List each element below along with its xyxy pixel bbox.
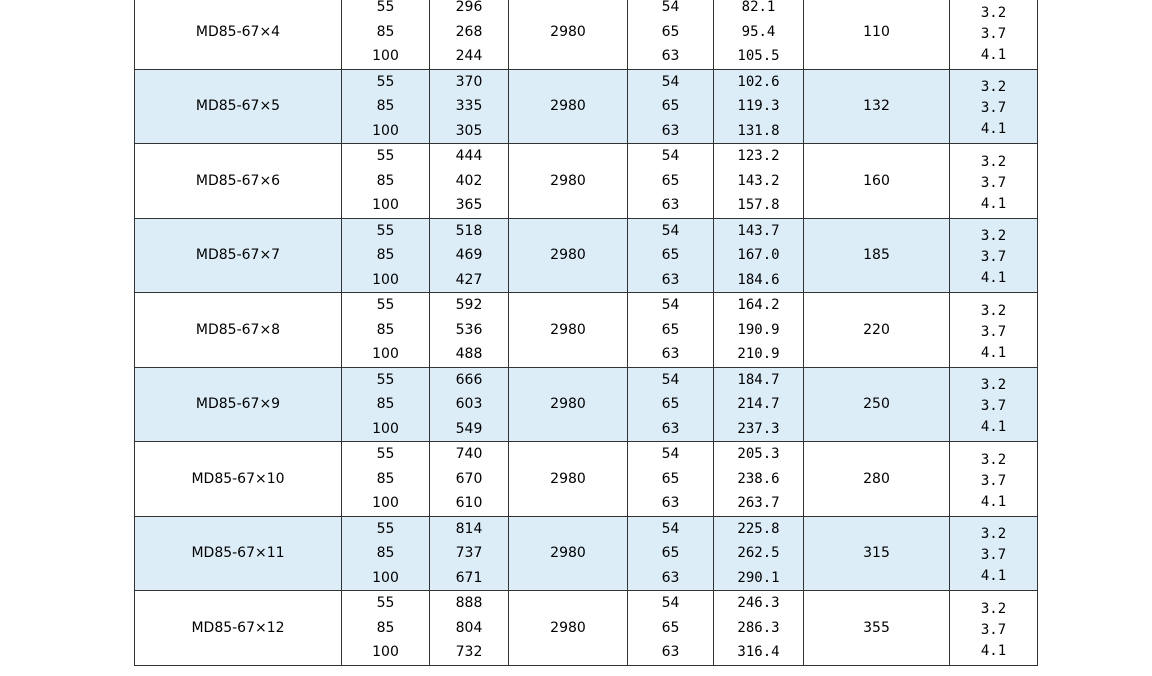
npsh-cell-value: 3.2: [980, 526, 1007, 543]
table-row: [135, 69, 1038, 144]
motor-power-cell: 185: [804, 218, 950, 293]
npsh-cell: [950, 367, 1038, 442]
shaft-power-cell-value: 316.4: [737, 644, 780, 660]
shaft-power-cell-value: 131.8: [737, 122, 780, 139]
flow-cell-value: 85: [376, 619, 395, 636]
head-cell-value: 427: [455, 271, 483, 288]
npsh-cell-value: 3.7: [980, 100, 1007, 117]
flow-cell-value: 55: [376, 520, 395, 537]
table-row: [135, 516, 1038, 591]
motor-power-cell: 110: [804, 0, 950, 69]
flow-cell-value: 55: [376, 222, 395, 239]
head-cell: [430, 442, 509, 517]
efficiency-cell-value: 54: [661, 0, 680, 15]
efficiency-cell-value: 65: [661, 98, 680, 114]
npsh-cell: [950, 293, 1038, 368]
npsh-cell-value: 3.2: [980, 153, 1007, 170]
head-cell-value: 671: [455, 569, 483, 586]
shaft-power-cell: [714, 293, 804, 368]
speed-cell: 2980: [509, 144, 628, 219]
shaft-power-cell-value: 164.2: [737, 297, 780, 313]
head-cell-value: 737: [455, 545, 483, 561]
efficiency-cell-value: 65: [661, 545, 680, 561]
flow-cell-value: 100: [372, 48, 399, 64]
shaft-power-cell-value: 225.8: [737, 520, 780, 537]
npsh-cell-value: 3.7: [980, 621, 1007, 638]
npsh-cell-value: 4.1: [980, 195, 1007, 212]
efficiency-cell-value: 54: [661, 73, 680, 90]
flow-cell-value: 100: [372, 122, 399, 139]
model-cell: MD85-67×12: [135, 591, 342, 666]
head-cell-value: 603: [455, 396, 483, 412]
flow-cell-value: 100: [372, 420, 399, 437]
flow-cell: [342, 218, 430, 293]
speed-cell: 2980: [509, 442, 628, 517]
head-cell-value: 365: [455, 197, 483, 213]
table-row: [135, 0, 1038, 69]
shaft-power-cell-value: 263.7: [737, 495, 780, 511]
efficiency-cell-value: 54: [661, 297, 680, 313]
efficiency-cell-value: 54: [661, 371, 680, 388]
shaft-power-cell-value: 246.3: [737, 595, 780, 611]
head-cell-value: 370: [455, 73, 483, 90]
head-cell: [430, 0, 509, 69]
flow-cell-value: 55: [376, 595, 395, 611]
shaft-power-cell-value: 205.3: [737, 446, 780, 462]
shaft-power-cell-value: 290.1: [737, 569, 780, 586]
table-row: [135, 442, 1038, 517]
head-cell-value: 444: [455, 148, 483, 164]
head-cell-value: 268: [455, 23, 483, 40]
efficiency-cell-value: 65: [661, 470, 680, 487]
speed-cell: 2980: [509, 218, 628, 293]
model-cell: MD85-67×4: [135, 0, 342, 69]
npsh-cell-value: 4.1: [980, 568, 1007, 585]
head-cell-value: 244: [455, 48, 483, 64]
head-cell-value: 592: [455, 297, 483, 313]
efficiency-cell-value: 63: [661, 346, 680, 362]
speed-cell: 2980: [509, 0, 628, 69]
efficiency-cell: [628, 0, 714, 69]
efficiency-cell: [628, 442, 714, 517]
npsh-cell-value: 3.2: [980, 302, 1007, 319]
flow-cell: [342, 367, 430, 442]
motor-power-cell: 280: [804, 442, 950, 517]
shaft-power-cell-value: 286.3: [737, 619, 780, 636]
head-cell-value: 518: [455, 222, 483, 239]
table-row: [135, 293, 1038, 368]
efficiency-cell-value: 63: [661, 495, 680, 511]
head-cell: [430, 144, 509, 219]
head-cell-value: 888: [455, 595, 483, 611]
flow-cell-value: 100: [372, 569, 399, 586]
npsh-cell-value: 4.1: [980, 46, 1007, 63]
flow-cell-value: 100: [372, 495, 399, 511]
shaft-power-cell-value: 123.2: [737, 148, 780, 164]
head-cell: [430, 293, 509, 368]
flow-cell-value: 85: [376, 470, 395, 487]
npsh-cell-value: 3.7: [980, 174, 1007, 191]
flow-cell-value: 85: [376, 247, 395, 263]
shaft-power-cell-value: 143.2: [737, 172, 780, 189]
shaft-power-cell-value: 237.3: [737, 420, 780, 437]
flow-cell-value: 100: [372, 346, 399, 362]
head-cell-value: 814: [455, 520, 483, 537]
efficiency-cell-value: 63: [661, 420, 680, 437]
efficiency-cell: [628, 144, 714, 219]
speed-cell: 2980: [509, 591, 628, 666]
flow-cell: [342, 442, 430, 517]
flow-cell-value: 85: [376, 321, 395, 338]
npsh-cell-value: 3.7: [980, 547, 1007, 564]
model-cell: MD85-67×7: [135, 218, 342, 293]
pump-spec-table: [134, 0, 1038, 666]
model-cell: MD85-67×9: [135, 367, 342, 442]
flow-cell: [342, 293, 430, 368]
npsh-cell: [950, 442, 1038, 517]
head-cell: [430, 367, 509, 442]
flow-cell: [342, 591, 430, 666]
efficiency-cell-value: 63: [661, 48, 680, 64]
head-cell-value: 488: [455, 346, 483, 362]
shaft-power-cell: [714, 69, 804, 144]
npsh-cell-value: 3.7: [980, 249, 1007, 266]
npsh-cell-value: 3.7: [980, 398, 1007, 415]
efficiency-cell-value: 65: [661, 321, 680, 338]
shaft-power-cell: [714, 516, 804, 591]
shaft-power-cell: [714, 144, 804, 219]
motor-power-cell: 355: [804, 591, 950, 666]
head-cell-value: 305: [455, 122, 483, 139]
head-cell-value: 804: [455, 619, 483, 636]
npsh-cell-value: 3.7: [980, 472, 1007, 489]
head-cell-value: 402: [455, 172, 483, 189]
flow-cell-value: 85: [376, 23, 395, 40]
shaft-power-cell-value: 119.3: [737, 98, 780, 114]
npsh-cell: [950, 69, 1038, 144]
efficiency-cell-value: 63: [661, 271, 680, 288]
flow-cell-value: 55: [376, 148, 395, 164]
head-cell: [430, 69, 509, 144]
npsh-cell-value: 4.1: [980, 493, 1007, 510]
motor-power-cell: 220: [804, 293, 950, 368]
efficiency-cell-value: 54: [661, 148, 680, 164]
npsh-cell-value: 4.1: [980, 121, 1007, 138]
npsh-cell-value: 3.2: [980, 451, 1007, 468]
flow-cell-value: 100: [372, 644, 399, 660]
efficiency-cell-value: 65: [661, 396, 680, 412]
flow-cell: [342, 69, 430, 144]
head-cell: [430, 516, 509, 591]
shaft-power-cell-value: 190.9: [737, 321, 780, 338]
flow-cell-value: 55: [376, 371, 395, 388]
shaft-power-cell: [714, 367, 804, 442]
flow-cell-value: 85: [376, 98, 395, 114]
efficiency-cell: [628, 516, 714, 591]
npsh-cell-value: 4.1: [980, 419, 1007, 436]
shaft-power-cell-value: 95.4: [741, 23, 776, 40]
motor-power-cell: 315: [804, 516, 950, 591]
efficiency-cell: [628, 591, 714, 666]
head-cell-value: 740: [455, 446, 483, 462]
flow-cell: [342, 0, 430, 69]
table-row: [135, 367, 1038, 442]
table-row: [135, 144, 1038, 219]
head-cell-value: 469: [455, 247, 483, 263]
efficiency-cell-value: 63: [661, 569, 680, 586]
motor-power-cell: 160: [804, 144, 950, 219]
model-cell: MD85-67×11: [135, 516, 342, 591]
head-cell: [430, 218, 509, 293]
npsh-cell-value: 3.2: [980, 377, 1007, 394]
shaft-power-cell-value: 210.9: [737, 346, 780, 362]
head-cell: [430, 591, 509, 666]
npsh-cell: [950, 516, 1038, 591]
table-row: [135, 218, 1038, 293]
flow-cell: [342, 144, 430, 219]
head-cell-value: 666: [455, 371, 483, 388]
efficiency-cell-value: 54: [661, 520, 680, 537]
flow-cell-value: 85: [376, 396, 395, 412]
shaft-power-cell-value: 184.6: [737, 271, 780, 288]
head-cell-value: 536: [455, 321, 483, 338]
flow-cell-value: 100: [372, 197, 399, 213]
flow-cell-value: 55: [376, 297, 395, 313]
shaft-power-cell-value: 214.7: [737, 396, 780, 412]
efficiency-cell: [628, 367, 714, 442]
motor-power-cell: 250: [804, 367, 950, 442]
npsh-cell-value: 4.1: [980, 344, 1007, 361]
efficiency-cell-value: 65: [661, 247, 680, 263]
shaft-power-cell-value: 82.1: [741, 0, 776, 15]
head-cell-value: 732: [455, 644, 483, 660]
flow-cell-value: 55: [376, 73, 395, 90]
shaft-power-cell-value: 102.6: [737, 73, 780, 90]
shaft-power-cell: [714, 442, 804, 517]
shaft-power-cell-value: 167.0: [737, 247, 780, 263]
efficiency-cell-value: 65: [661, 619, 680, 636]
shaft-power-cell-value: 143.7: [737, 222, 780, 239]
shaft-power-cell: [714, 0, 804, 69]
shaft-power-cell: [714, 591, 804, 666]
npsh-cell: [950, 144, 1038, 219]
npsh-cell: [950, 591, 1038, 666]
head-cell-value: 670: [455, 470, 483, 487]
npsh-cell-value: 4.1: [980, 642, 1007, 659]
motor-power-cell: 132: [804, 69, 950, 144]
head-cell-value: 335: [455, 98, 483, 114]
efficiency-cell: [628, 293, 714, 368]
efficiency-cell-value: 63: [661, 122, 680, 139]
efficiency-cell-value: 65: [661, 172, 680, 189]
shaft-power-cell-value: 184.7: [737, 371, 780, 388]
npsh-cell-value: 3.7: [980, 25, 1007, 42]
flow-cell-value: 100: [372, 271, 399, 288]
speed-cell: 2980: [509, 293, 628, 368]
speed-cell: 2980: [509, 367, 628, 442]
flow-cell-value: 55: [376, 0, 395, 15]
flow-cell-value: 85: [376, 172, 395, 189]
npsh-cell-value: 4.1: [980, 270, 1007, 287]
flow-cell-value: 85: [376, 545, 395, 561]
shaft-power-cell-value: 105.5: [737, 48, 780, 64]
efficiency-cell-value: 54: [661, 446, 680, 462]
head-cell-value: 296: [455, 0, 483, 15]
shaft-power-cell: [714, 218, 804, 293]
shaft-power-cell-value: 262.5: [737, 545, 780, 561]
efficiency-cell-value: 54: [661, 222, 680, 239]
shaft-power-cell-value: 238.6: [737, 470, 780, 487]
flow-cell-value: 55: [376, 446, 395, 462]
efficiency-cell: [628, 69, 714, 144]
table-row: [135, 591, 1038, 666]
npsh-cell-value: 3.2: [980, 4, 1007, 21]
efficiency-cell-value: 65: [661, 23, 680, 40]
efficiency-cell: [628, 218, 714, 293]
npsh-cell: [950, 0, 1038, 69]
flow-cell: [342, 516, 430, 591]
model-cell: MD85-67×8: [135, 293, 342, 368]
npsh-cell-value: 3.2: [980, 600, 1007, 617]
model-cell: MD85-67×5: [135, 69, 342, 144]
model-cell: MD85-67×10: [135, 442, 342, 517]
efficiency-cell-value: 54: [661, 595, 680, 611]
speed-cell: 2980: [509, 69, 628, 144]
speed-cell: 2980: [509, 516, 628, 591]
npsh-cell-value: 3.2: [980, 228, 1007, 245]
table-body: [135, 0, 1038, 665]
model-cell: MD85-67×6: [135, 144, 342, 219]
shaft-power-cell-value: 157.8: [737, 197, 780, 213]
npsh-cell-value: 3.7: [980, 323, 1007, 340]
efficiency-cell-value: 63: [661, 644, 680, 660]
npsh-cell: [950, 218, 1038, 293]
head-cell-value: 549: [455, 420, 483, 437]
head-cell-value: 610: [455, 495, 483, 511]
efficiency-cell-value: 63: [661, 197, 680, 213]
npsh-cell-value: 3.2: [980, 79, 1007, 96]
